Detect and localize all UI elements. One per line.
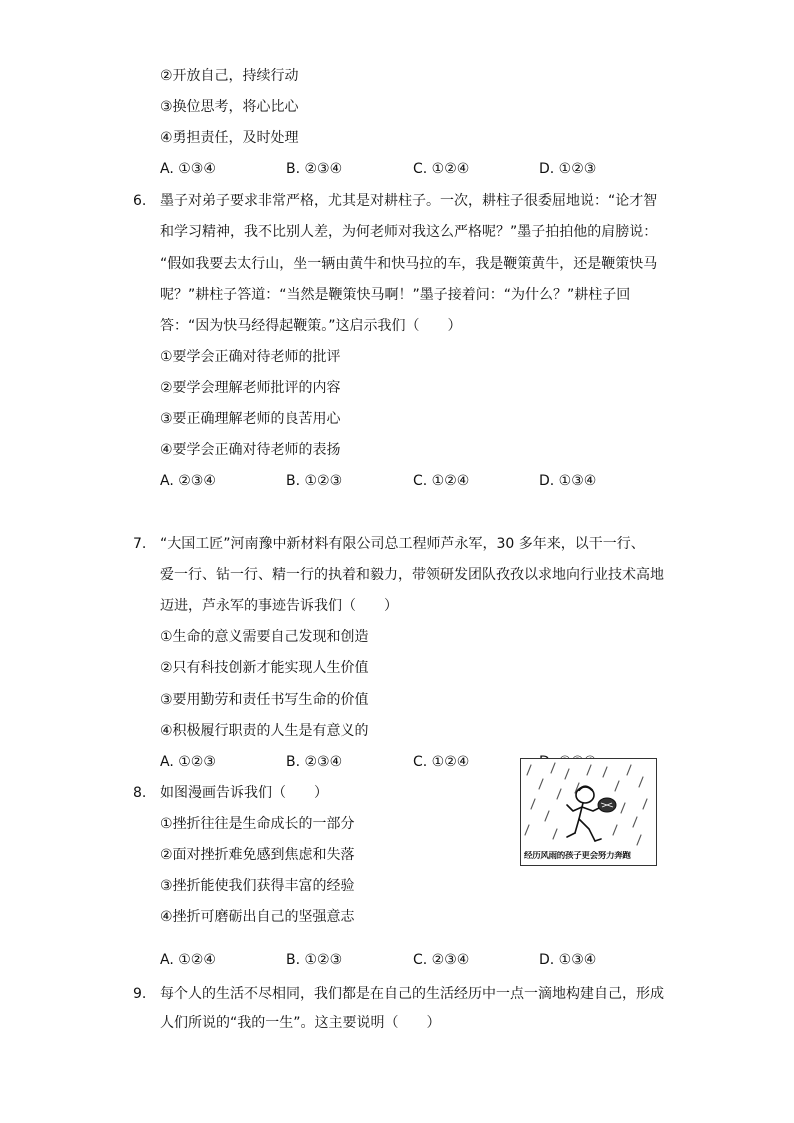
cartoon-image bbox=[520, 758, 657, 866]
q7-item-3: ③要用勤劳和责任书写生命的价值 bbox=[160, 692, 369, 708]
q8-number: 8. bbox=[133, 785, 147, 801]
prev-item-4: ④勇担责任，及时处理 bbox=[160, 130, 299, 146]
q7-item-4: ④积极履行职责的人生是有意义的 bbox=[160, 723, 369, 739]
q8-item-1: ①挫折往往是生命成长的一部分 bbox=[160, 816, 355, 832]
prev-item-3: ③换位思考，将心比心 bbox=[160, 99, 299, 115]
q6-stem-line: 呢？”耕柱子答道：“当然是鞭策快马啊！”墨子接着问：“为什么？”耕柱子回 bbox=[160, 287, 631, 303]
q7-option-a: A. ①②③ bbox=[160, 754, 216, 770]
prev-option-b: B. ②③④ bbox=[286, 161, 343, 177]
q7-number: 7. bbox=[133, 536, 147, 552]
prev-item-2: ②开放自己，持续行动 bbox=[160, 68, 299, 84]
q7-item-2: ②只有科技创新才能实现人生价值 bbox=[160, 660, 369, 676]
q6-option-b: B. ①②③ bbox=[286, 473, 343, 489]
q6-item-3: ③要正确理解老师的良苦用心 bbox=[160, 411, 341, 427]
q7-item-1: ①生命的意义需要自己发现和创造 bbox=[160, 629, 369, 645]
q8-item-2: ②面对挫折难免感到焦虑和失落 bbox=[160, 847, 355, 863]
q6-stem-line: 和学习精神，我不比别人差，为何老师对我这么严格呢？”墨子拍拍他的肩膀说： bbox=[160, 224, 658, 240]
q6-option-c: C. ①②④ bbox=[413, 473, 470, 489]
cartoon-caption: 经历风雨的孩子更会努力奔跑 bbox=[524, 851, 631, 861]
q8-option-d: D. ①③④ bbox=[539, 952, 597, 968]
q9-number: 9. bbox=[133, 986, 147, 1002]
q9-stem-line: 人们所说的“我的一生”。这主要说明（ ） bbox=[160, 1015, 441, 1031]
q6-stem-line: “假如我要去太行山，坐一辆由黄牛和快马拉的车，我是鞭策黄牛，还是鞭策快马 bbox=[160, 256, 658, 272]
q8-option-b: B. ①②③ bbox=[286, 952, 343, 968]
q6-item-1: ①要学会正确对待老师的批评 bbox=[160, 349, 341, 365]
q6-stem-line: 墨子对弟子要求非常严格，尤其是对耕柱子。一次，耕柱子很委屈地说：“论才智 bbox=[160, 193, 658, 209]
q6-item-4: ④要学会正确对待老师的表扬 bbox=[160, 442, 341, 458]
q7-option-b: B. ②③④ bbox=[286, 754, 343, 770]
q8-option-c: C. ②③④ bbox=[413, 952, 470, 968]
prev-option-d: D. ①②③ bbox=[539, 161, 597, 177]
q6-option-a: A. ②③④ bbox=[160, 473, 216, 489]
q8-item-3: ③挫折能使我们获得丰富的经验 bbox=[160, 878, 355, 894]
q8-item-4: ④挫折可磨砺出自己的坚强意志 bbox=[160, 909, 355, 925]
q6-stem-line: 答：“因为快马经得起鞭策。”这启示我们（ ） bbox=[160, 318, 462, 334]
q9-stem-line: 每个人的生活不尽相同，我们都是在自己的生活经历中一点一滴地构建自己，形成 bbox=[160, 986, 664, 1002]
q8-option-a: A. ①②④ bbox=[160, 952, 216, 968]
prev-option-c: C. ①②④ bbox=[413, 161, 470, 177]
q8-stem-line: 如图漫画告诉我们（ ） bbox=[160, 785, 328, 801]
q7-option-c: C. ①②④ bbox=[413, 754, 470, 770]
q6-option-d: D. ①③④ bbox=[539, 473, 597, 489]
q7-stem-line: “大国工匠”河南豫中新材料有限公司总工程师芦永军，30 多年来，以干一行、 bbox=[160, 536, 645, 552]
rain-runner-drawing bbox=[521, 759, 656, 865]
q7-stem-line: 爱一行、钻一行、精一行的执着和毅力，带领研发团队孜孜以求地向行业技术高地 bbox=[160, 567, 664, 583]
q6-item-2: ②要学会理解老师批评的内容 bbox=[160, 380, 341, 396]
q7-stem-line: 迈进，芦永军的事迹告诉我们（ ） bbox=[160, 598, 398, 614]
prev-option-a: A. ①③④ bbox=[160, 161, 216, 177]
q6-number: 6. bbox=[133, 193, 147, 209]
